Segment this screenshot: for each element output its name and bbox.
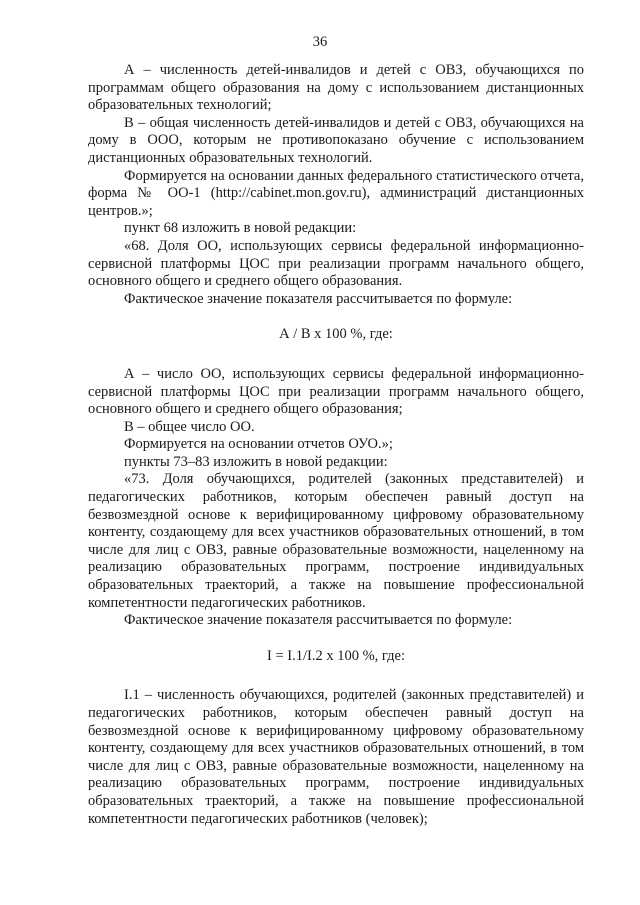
document-body bbox=[88, 62, 584, 828]
page-number: 36 bbox=[312, 34, 328, 50]
formula-i: I = I.1/I.2 х 100 %, где: bbox=[267, 647, 405, 664]
paragraph-definition-b: В – общая численность детей-инвалидов и детей с ОВЗ, обучающихся на дому в ООО, которым не противопоказано обучение с использованием дистанционных образовательных технологий. bbox=[88, 114, 584, 166]
paragraph-definition-i1: I.1 – численность обучающихся, родителей (законных представителей) и педагогических работников, которым обеспечен равный доступ на безвозмездной основе к верифицированному цифровому образовательному контенту, создающему для всех участников образовательных отношений, в том числе для лиц с ОВЗ, равные образовательные возможности, нацеленному на реализацию образовательных программ, построение индивидуальных образовательных траекторий, а также на повышение профессиональной компетентности педагогических работников (человек); bbox=[88, 687, 584, 827]
paragraph-item-68-heading: пункт 68 изложить в новой редакции: bbox=[124, 220, 357, 237]
paragraph-item-73: «73. Доля обучающихся, родителей (законных представителей) и педагогических работников, которым обеспечен равный доступ на безвозмездной основе к верифицированному цифровому образовательному контенту, создающему для всех участников образовательных отношений, в том числе для лиц с ОВЗ, равные образовательные возможности, нацеленному на реализацию образовательных программ, построение индивидуальных образовательных траекторий, а также на повышение профессиональной компетентности педагогических работников. bbox=[88, 471, 584, 611]
paragraph-source: Формируется на основании данных федерального статистического отчета, форма № ОО-1 (http://cabinet.mon.gov.ru), администраций дистанционных центров.»; bbox=[88, 167, 584, 219]
paragraph-items-73-83-heading: пункты 73–83 изложить в новой редакции: bbox=[124, 453, 388, 470]
paragraph-definition-a-oo: А – число ОО, использующих сервисы федеральной информационно-сервисной платформы ЦОС при реализации программ начального общего, основного общего и среднего общего образования; bbox=[88, 365, 584, 418]
paragraph-item-68: «68. Доля ОО, использующих сервисы федеральной информационно-сервисной платформы ЦОС при реализации программ начального общего, основного общего и среднего общего образования. bbox=[88, 237, 584, 290]
paragraph-formula-intro-2: Фактическое значение показателя рассчитывается по формуле: bbox=[124, 612, 513, 629]
paragraph-source-ouo: Формируется на основании отчетов ОУО.»; bbox=[124, 436, 393, 453]
paragraph-definition-a: А – численность детей-инвалидов и детей с ОВЗ, обучающихся по программам общего образования на дому с использованием дистанционных образовательных технологий; bbox=[88, 62, 584, 114]
formula-a-over-b: А / В х 100 %, где: bbox=[279, 326, 393, 343]
paragraph-formula-intro: Фактическое значение показателя рассчитывается по формуле: bbox=[124, 290, 513, 307]
paragraph-definition-b-oo: В – общее число ОО. bbox=[124, 418, 255, 435]
